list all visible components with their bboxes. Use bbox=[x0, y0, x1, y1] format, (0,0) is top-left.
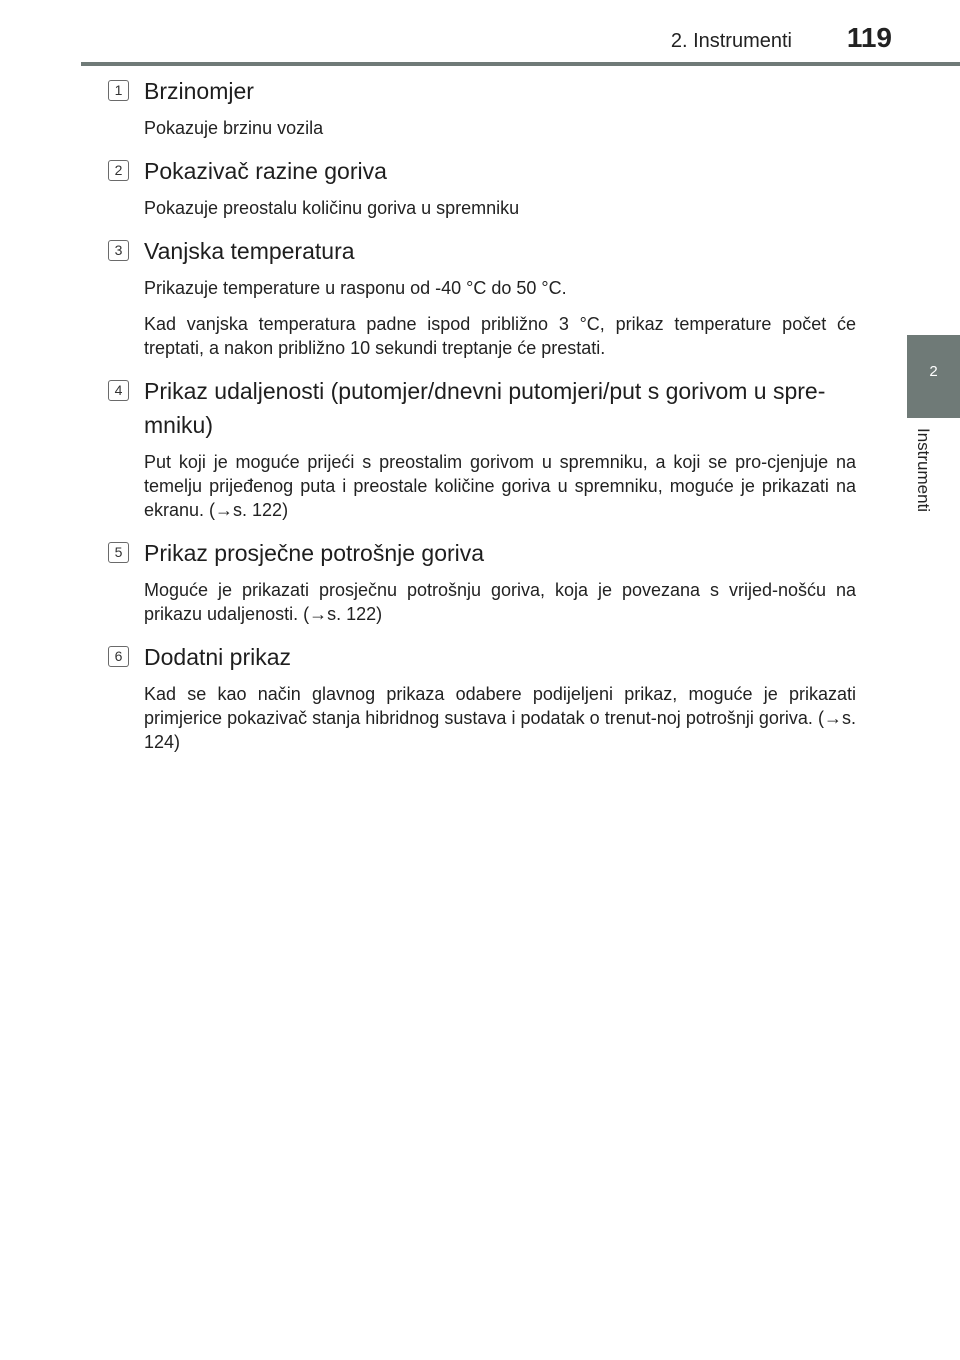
chapter-tab bbox=[907, 335, 960, 418]
item-list bbox=[108, 74, 856, 768]
header-rule bbox=[81, 62, 960, 66]
item-number-badge: 4 bbox=[108, 380, 129, 401]
item-number-badge: 6 bbox=[108, 646, 129, 667]
item-heading bbox=[108, 536, 856, 570]
item-title: Prikaz udaljenosti (putomjer/dnevni putomjeri/put s gorivom u spre-mniku) bbox=[144, 378, 826, 438]
item-heading bbox=[108, 374, 856, 442]
item-description: Moguće je prikazati prosječnu potrošnju goriva, koja je povezana s vrijed-nošću na prikazu udaljenosti. (→s. 122) bbox=[144, 580, 856, 624]
list-item bbox=[108, 154, 856, 220]
item-title: Dodatni prikaz bbox=[144, 644, 292, 670]
item-heading bbox=[108, 154, 856, 188]
section-title: 2. Instrumenti bbox=[670, 30, 792, 52]
item-description: Pokazuje brzinu vozila bbox=[144, 118, 324, 138]
item-description: Kad se kao način glavnog prikaza odabere podijeljeni prikaz, moguće je prikazati primjerice pokazivač stanja hibridnog sustava i podatak o trenut-noj potrošnji goriva. (→s. 124) bbox=[144, 684, 856, 752]
chapter-label: Instrumenti bbox=[914, 428, 933, 513]
item-number-badge: 5 bbox=[108, 542, 129, 563]
list-item bbox=[108, 640, 856, 754]
item-description: Put koji je moguće prijeći s preostalim gorivom u spremniku, a koji se pro-cjenjuje na temelju prijeđenog puta i preostale količine goriva u spremniku, moguće je prikazati na ekranu. (→s. 122) bbox=[144, 452, 856, 520]
item-number-badge: 3 bbox=[108, 240, 129, 261]
chapter-number: 2 bbox=[929, 363, 938, 380]
page-number: 119 bbox=[846, 22, 892, 53]
list-item bbox=[108, 536, 856, 626]
item-description: Pokazuje preostalu količinu goriva u spremniku bbox=[144, 198, 520, 218]
item-number-badge: 2 bbox=[108, 160, 129, 181]
item-heading bbox=[108, 234, 856, 268]
list-item bbox=[108, 234, 856, 360]
item-title: Prikaz prosječne potrošnje goriva bbox=[144, 540, 485, 566]
item-title: Pokazivač razine goriva bbox=[144, 158, 387, 184]
item-heading bbox=[108, 640, 856, 674]
page-header bbox=[0, 0, 960, 70]
list-item bbox=[108, 374, 856, 522]
item-number-badge: 1 bbox=[108, 80, 129, 101]
item-heading bbox=[108, 74, 856, 108]
item-description: Kad vanjska temperatura padne ispod približno 3 °C, prikaz temperature počet će treptati, a nakon približno 10 sekundi treptanje će prestati. bbox=[144, 314, 856, 358]
item-title: Brzinomjer bbox=[144, 78, 254, 104]
item-title: Vanjska temperatura bbox=[144, 238, 355, 264]
list-item bbox=[108, 74, 856, 140]
item-description: Prikazuje temperature u rasponu od -40 °C do 50 °C. bbox=[144, 278, 567, 298]
